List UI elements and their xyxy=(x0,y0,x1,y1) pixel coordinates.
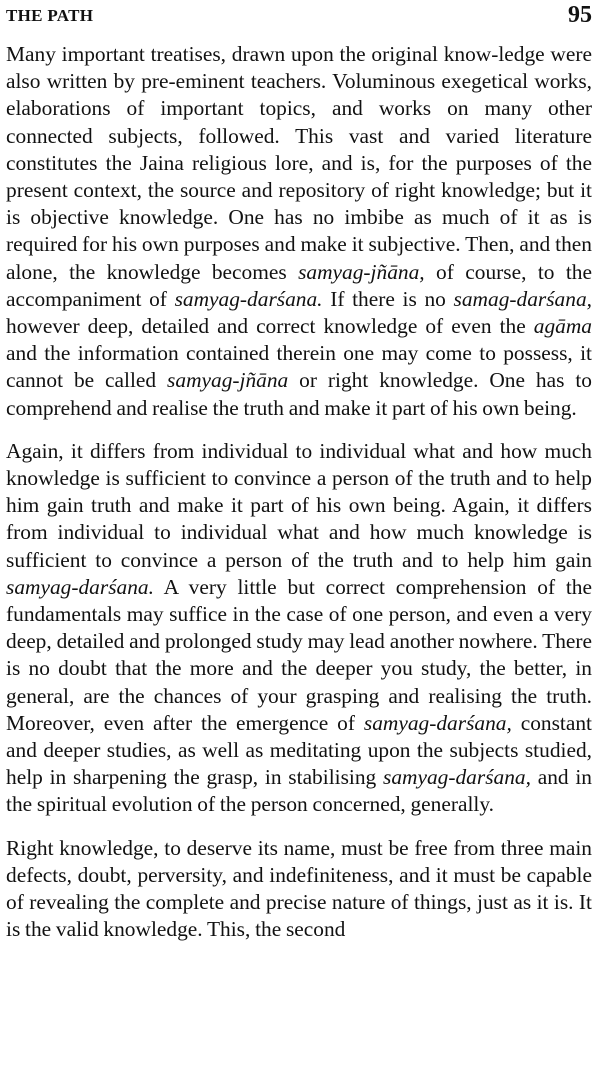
text-run: If there is no xyxy=(322,286,454,311)
italic-term: agāma xyxy=(533,314,592,339)
text-run: constant and deeper studies, as well as meditating upon the subjects studied, help in sharpening the grasp, in stabilising xyxy=(6,710,592,790)
italic-term: samag-darśana, xyxy=(453,286,592,311)
italic-term: samyag-darśana, xyxy=(363,710,512,735)
text-run: however deep, detailed and correct knowledge of even the xyxy=(6,314,534,339)
text-run: Many important treatises, drawn upon the original know-ledge were also written by pre-eminent teachers. Voluminous exegetical works, elaborations of important topics, and works on many other connected subjects, followed. This vast and varied literature constitutes the Jaina religious lore, and is, for the purposes of the present context, the source and repository of right knowledge; but it is objective knowledge. One has no imbibe as much of it as is required for his own purposes and make it subjective. Then, and then alone, the knowledge becomes xyxy=(6,42,592,284)
text-run: Right knowledge, to deserve its name, must be free from three main defects, doubt, perversity, and indefiniteness, and it must be capable of revealing the complete and precise nature of things, just as it is. It is the valid knowledge. This, the second xyxy=(6,835,592,942)
text-run: of course, to the accompaniment of xyxy=(6,259,592,311)
paragraph xyxy=(6,41,592,422)
paragraph xyxy=(6,835,592,944)
italic-term: samyag-jñāna, xyxy=(298,259,425,284)
italic-term: samyag-darśana, xyxy=(383,765,531,790)
running-head: THE PATH xyxy=(6,6,94,25)
page-header xyxy=(6,2,592,32)
text-run: and the information contained therein one may come to possess, it cannot be called xyxy=(6,341,592,393)
page-number: 95 xyxy=(568,2,592,28)
paragraph xyxy=(6,438,592,819)
body-text xyxy=(6,41,592,960)
italic-term: samyag-jñāna xyxy=(167,368,289,393)
italic-term: samyag-darśana. xyxy=(6,574,154,599)
text-run: or right knowledge. One has to comprehend and realise the truth and make it part of his own being. xyxy=(6,368,592,420)
text-run: and in the spiritual evolution of the person concerned, generally. xyxy=(6,765,592,817)
text-run: A very little but correct comprehension of the fundamentals may suffice in the case of one person, and even a very deep, detailed and prolonged study may lead another nowhere. There is no doubt that the more and the deeper you study, the better, in general, are the chances of your grasping and realising the truth. Moreover, even after the emergence of xyxy=(6,574,592,735)
italic-term: samyag-darśana. xyxy=(174,286,323,311)
text-run: Again, it differs from individual to individual what and how much knowledge is sufficient to convince a person of the truth and to help him gain truth and make it part of his own being. Again, it differs from individual to individual what and how much knowledge is sufficient to convince a person of the truth and to help him gain xyxy=(6,438,592,572)
